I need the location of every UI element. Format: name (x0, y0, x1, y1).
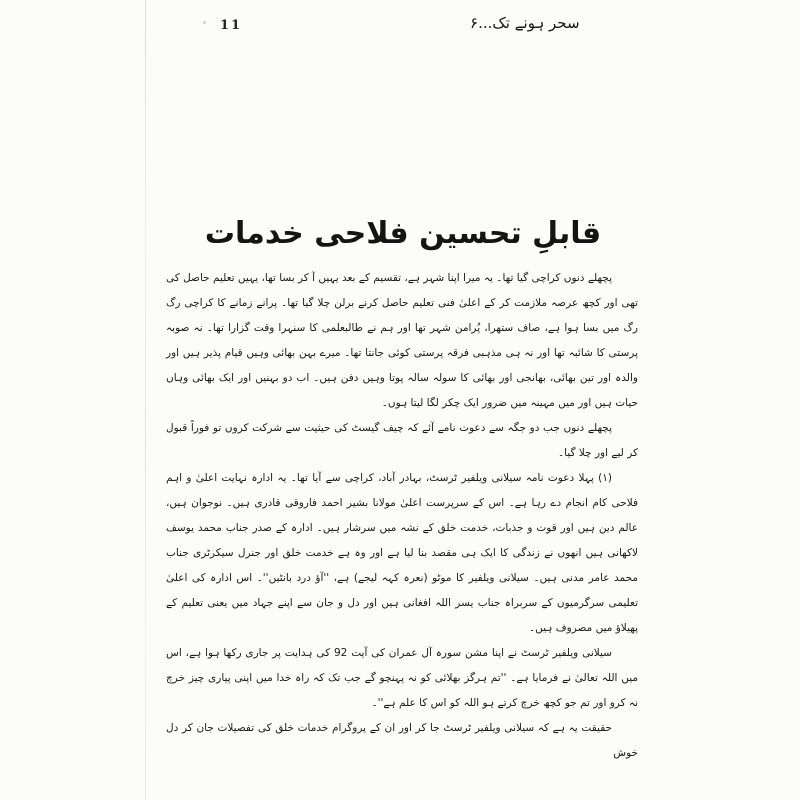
paragraph: (۱) پہلا دعوت نامہ سیلانی ویلفیر ٹرسٹ، بہادر آباد، کراچی سے آیا تھا۔ یہ ادارہ نہایت اعلیٰ و اہم فلاحی کام انجام دے رہا ہے۔ اس کے سرپرست اعلیٰ مولانا بشیر احمد فاروقی قادری ہیں۔ نوجوان ہیں، عالم دین ہیں اور قوت و جذبات، خدمت خلق کے نشہ میں سرشار ہیں۔ ادارہ کے صدر جناب محمد یوسف لاکھانی ہیں انھوں نے زندگی کا ایک ہی مقصد بنا لیا ہے اور وہ ہے خدمت خلق اور جنرل سیکرٹری جناب محمد عامر مدنی ہیں۔ سیلانی ویلفیر کا موٹو (نعرہ کہہ لیجے) ہے، ''آؤ درد بانٹیں''۔ اس ادارہ کی اعلیٰ تعلیمی سرگرمیوں کے سربراہ جناب یسر اللہ افغانی ہیں اور دل و جان سے اپنے جہاد میں یعنی تعلیم کے پھیلاؤ میں مصروف ہیں۔ (166, 472, 638, 634)
running-header-book-title: سحر ہونے تک...۶ (470, 14, 580, 32)
body-text (166, 266, 638, 766)
paragraph: پچھلے دنوں کراچی گیا تھا۔ یہ میرا اپنا شہر ہے، تقسیم کے بعد یہیں آ کر بسا تھا، یہیں تعلیم حاصل کی تھی اور کچھ عرصہ ملازمت کر کے اعلیٰ فنی تعلیم حاصل کرنے برلن چلا گیا تھا۔ پرانے زمانے کا کراچی رگ رگ میں بسا ہوا ہے، صاف ستھرا، پُرامن شہر تھا اور ہم نے طالبعلمی کا سنہرا وقت گزارا تھا۔ نہ صوبہ پرستی کا شائبہ تھا اور نہ ہی مذہبی فرقہ پرستی کوئی جانتا تھا۔ میرے بہن بھائی وہیں قیام پذیر ہیں اور والدہ اور تین بھائی، بھانجی اور بھائی کا سولہ سالہ پوتا وہیں دفن ہیں۔ اب دو بہنیں اور ایک بھائی وہاں حیات ہیں اور میں مہینہ میں ضرور ایک چکر لگا لیتا ہوں۔ (165, 272, 638, 409)
paragraph: حقیقت یہ ہے کہ سیلانی ویلفیر ٹرسٹ جا کر اور ان کے پروگرام خدمات خلق کی تفصیلات جان کر دل خوش (166, 722, 638, 759)
paragraph: سیلانی ویلفیر ٹرسٹ نے اپنا مشن سورہ آل عمران کی آیت 92 کی ہدایت پر جاری رکھا ہوا ہے، اس میں اللہ تعالیٰ نے فرمایا ہے۔ ''تم ہرگز بھلائی کو نہ پہنچو گے جب تک کہ راہ خدا میں اپنی پیاری چیز خرچ نہ کرو اور تم جو کچھ خرچ کرتے ہو اللہ کو اس کا علم ہے''۔ (166, 647, 638, 709)
paragraph: پچھلے دنوں جب دو جگہ سے دعوت نامے آئے کہ چیف گیسٹ کی حیثیت سے شرکت کروں تو فوراً قبول کر لیے اور چلا گیا۔ (166, 422, 638, 459)
chapter-title: قابلِ تحسین فلاحی خدمات (204, 216, 602, 252)
page-number: 11 (220, 18, 243, 33)
page-edge-scan-line (145, 0, 146, 800)
scan-artifact-speck (203, 21, 206, 24)
